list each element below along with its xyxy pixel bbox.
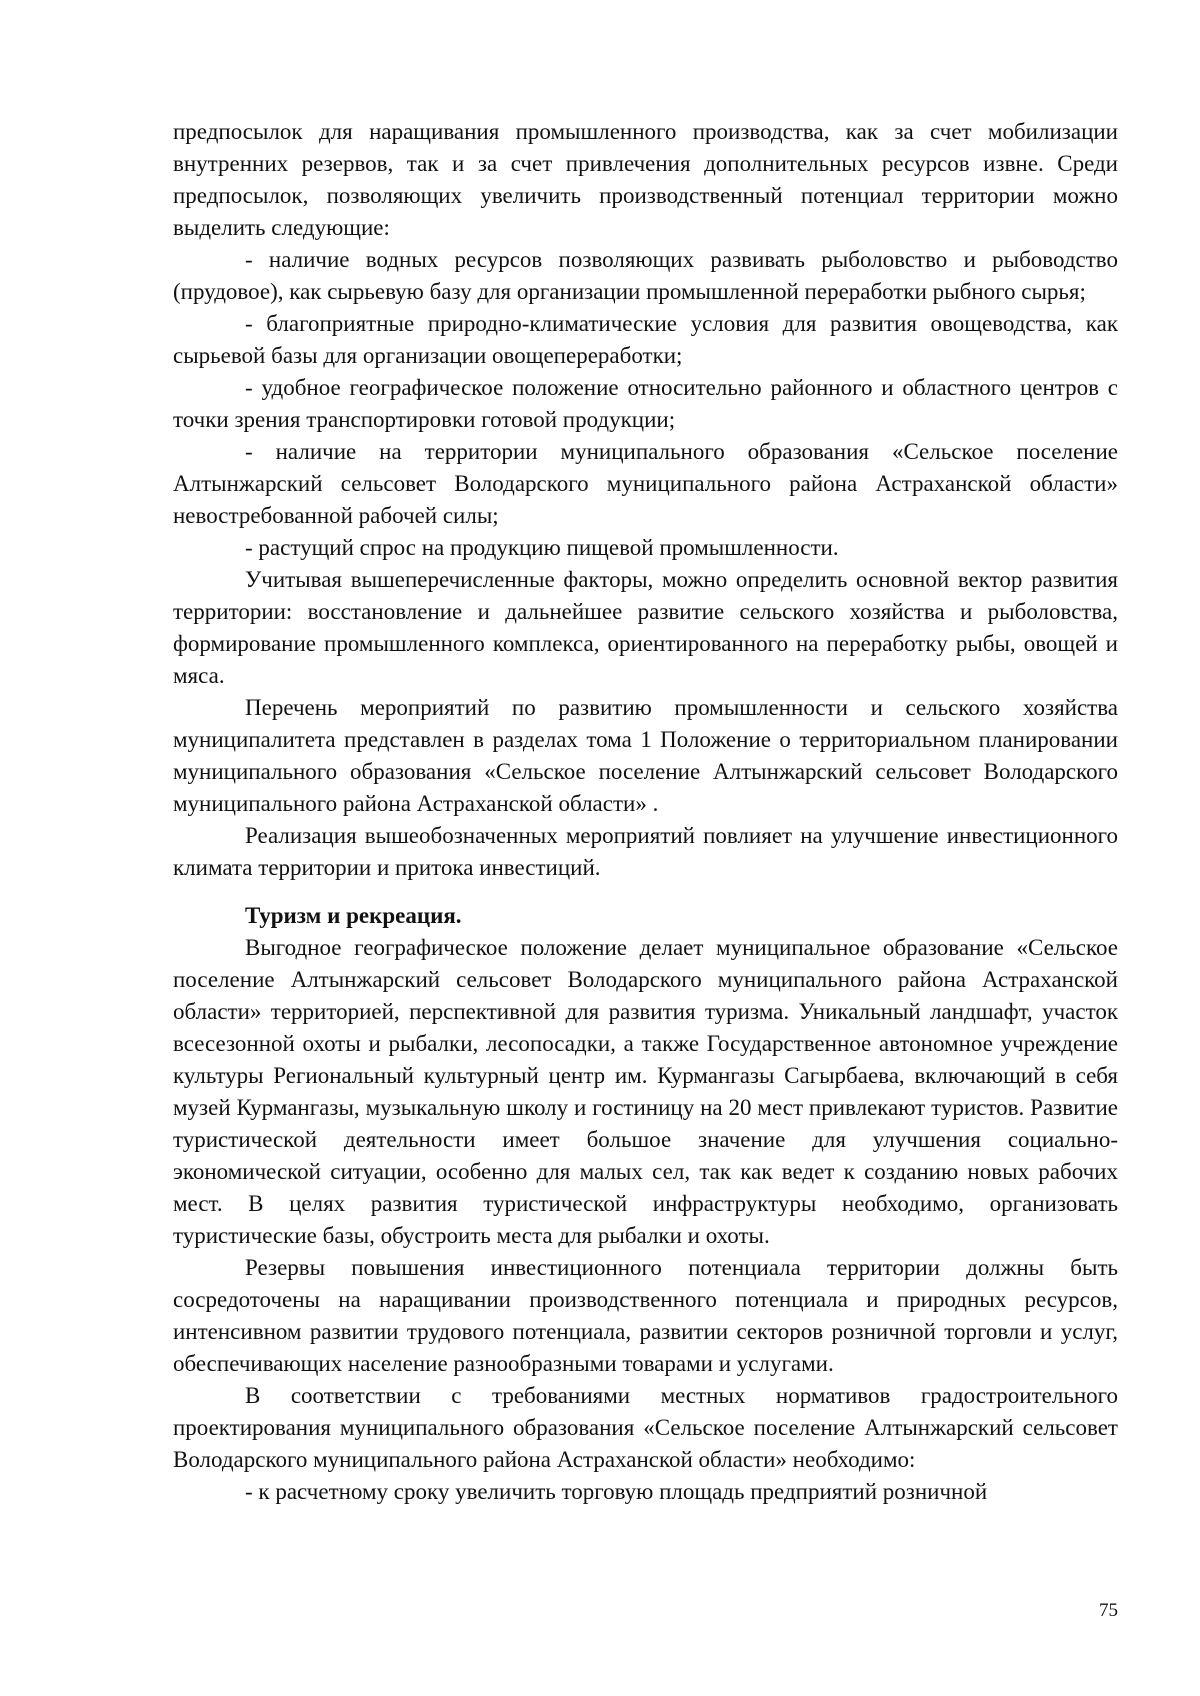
urban-planning-paragraph: В соответствии с требованиями местных нормативов градостроительного проектирования муниципального образования «Сельское поселение Алтынжарский сельсовет Володарского муниципального района Астраханской области» необходимо: <box>173 1383 1118 1472</box>
list-item-labor-force: - наличие на территории муниципального образования «Сельское поселение Алтынжарский сельсовет Володарского муниципального района Астраханской области» невостребованной рабочей силы; <box>173 439 1118 528</box>
continued-paragraph: предпосылок для наращивания промышленного производства, как за счет мобилизации внутренних резервов, так и за счет привлечения дополнительных ресурсов извне. Среди предпосылок, позволяющих увеличить производственный потенциал территории можно выделить следующие: <box>173 119 1118 240</box>
list-item-water-resources: - наличие водных ресурсов позволяющих развивать рыболовство и рыбоводство (прудовое), как сырьевую базу для организации промышленной переработки рыбного сырья; <box>173 247 1118 304</box>
list-item-geographic-position: - удобное географическое положение относительно районного и областного центров с точки зрения транспортировки готовой продукции; <box>173 375 1118 432</box>
tourism-paragraph: Выгодное географическое положение делает муниципальное образование «Сельское поселение Алтынжарский сельсовет Володарского муниципального района Астраханской области» территорией, перспективной для развития туризма. Уникальный ландшафт, участок всесезонной охоты и рыбалки, лесопосадки, а также Государственное автономное учреждение культуры Региональный культурный центр им. Курмангазы Сагырбаева, включающий в себя музей Курмангазы, музыкальную школу и гостиницу на 20 мест привлекают туристов. Развитие туристической деятельности имеет большое значение для улучшения социально-экономической ситуации, особенно для малых сел, так как ведет к созданию новых рабочих мест. В целях развития туристической инфраструктуры необходимо, организовать туристические базы, обустроить места для рыбалки и охоты. <box>173 935 1118 1248</box>
investment-climate-paragraph: Реализация вышеобозначенных мероприятий повлияет на улучшение инвестиционного климата территории и притока инвестиций. <box>173 823 1118 880</box>
investment-reserves-paragraph: Резервы повышения инвестиционного потенциала территории должны быть сосредоточены на наращивании производственного потенциала и природных ресурсов, интенсивном развитии трудового потенциала, развитии секторов розничной торговли и услуг, обеспечивающих население разнообразными товарами и услугами. <box>173 1255 1118 1376</box>
page-content <box>173 116 1118 1508</box>
development-vector-paragraph: Учитывая вышеперечисленные факторы, можно определить основной вектор развития территории: восстановление и дальнейшее развитие сельского хозяйства и рыболовства, формирование промышленного комплекса, ориентированного на переработку рыбы, овощей и мяса. <box>173 567 1118 688</box>
measures-list-paragraph: Перечень мероприятий по развитию промышленности и сельского хозяйства муниципалитета представлен в разделах тома 1 Положение о территориальном планировании муниципального образования «Сельское поселение Алтынжарский сельсовет Володарского муниципального района Астраханской области» . <box>173 695 1118 816</box>
list-item-climate-conditions: - благоприятные природно-климатические условия для развития овощеводства, как сырьевой базы для организации овощепереработки; <box>173 311 1118 368</box>
list-item-food-demand: - растущий спрос на продукцию пищевой промышленности. <box>245 535 839 560</box>
section-heading: Туризм и рекреация. <box>245 903 462 928</box>
retail-area-list-item: - к расчетному сроку увеличить торговую площадь предприятий розничной <box>245 1479 988 1504</box>
page-number: 75 <box>1099 1600 1118 1621</box>
